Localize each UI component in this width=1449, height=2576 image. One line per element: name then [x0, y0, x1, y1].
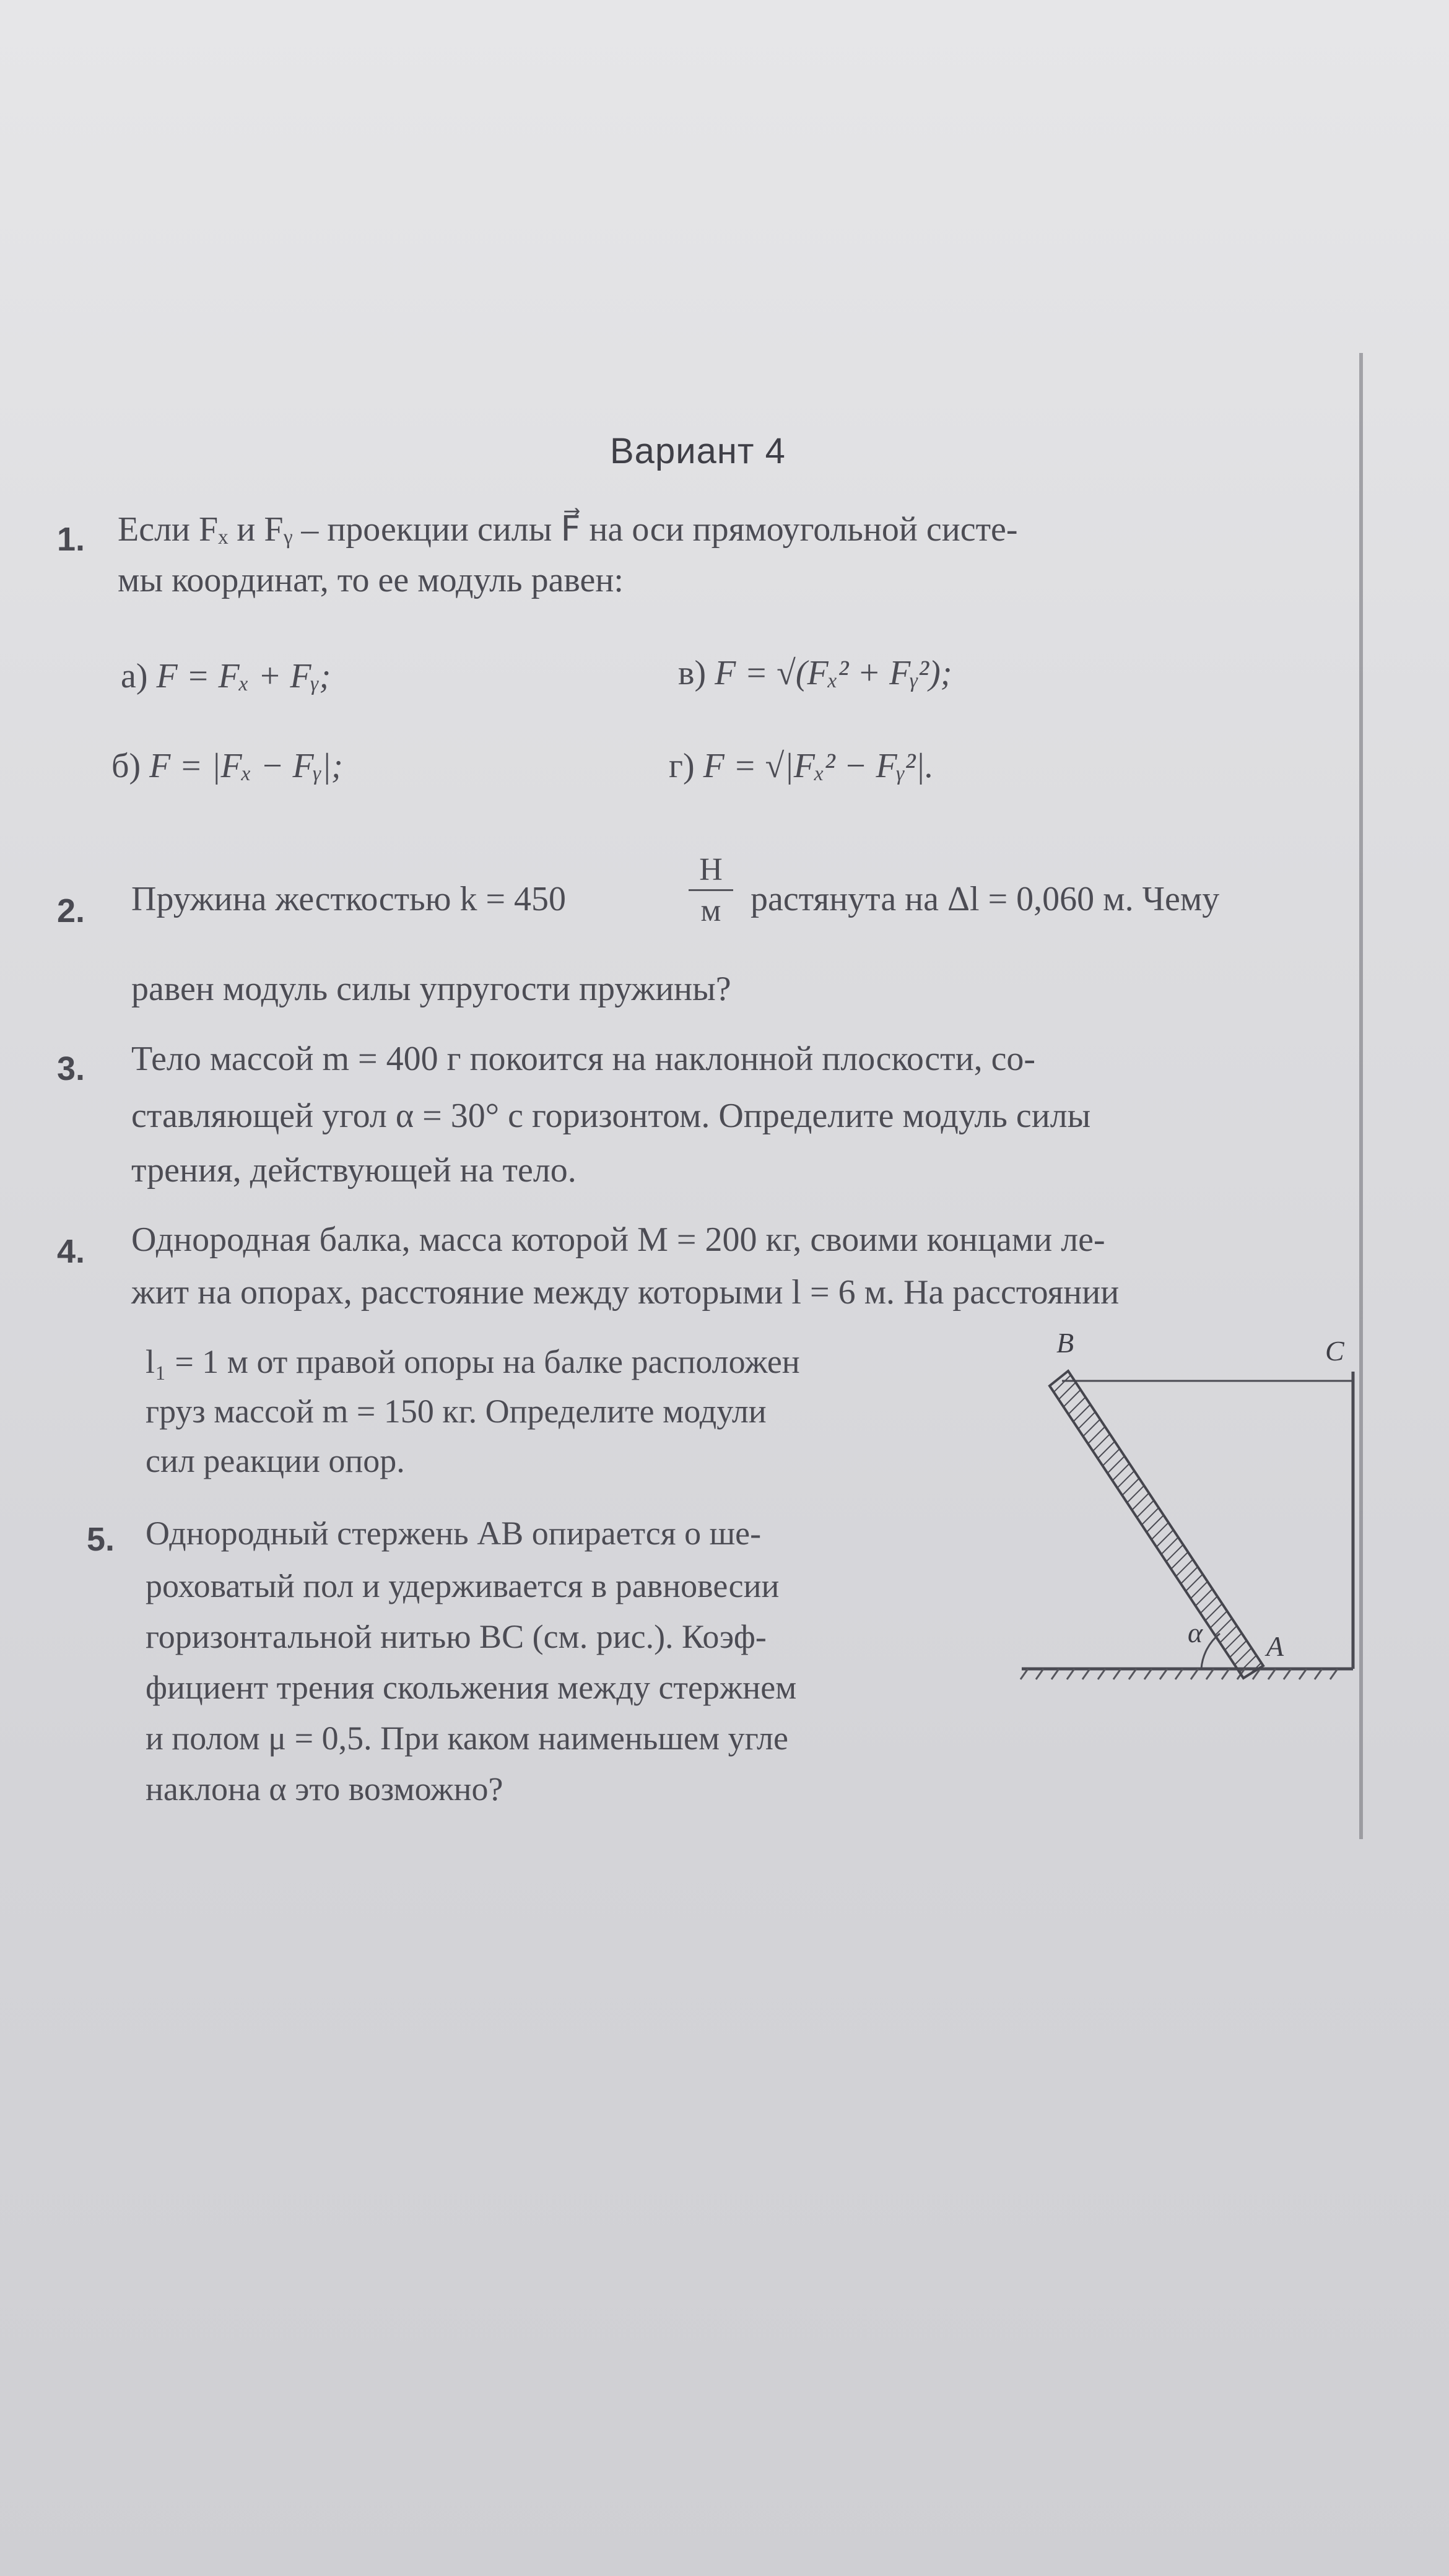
question-3-line-3: трения, действующей на тело. — [131, 1151, 577, 1190]
question-5-line-3: горизонтальной нитью BC (см. рис.). Коэф- — [146, 1618, 767, 1655]
question-5-line-4: фициент трения скольжения между стержнем — [146, 1669, 797, 1706]
option-a-formula: F = Fₓ + Fᵧ; — [156, 657, 331, 695]
question-1-line-1: Если Fₓ и Fᵧ – проекции силы F⃗ на оси прямоугольной систе- — [118, 510, 1018, 549]
question-1-line-2: мы координат, то ее модуль равен: — [118, 561, 624, 599]
question-2-line-2: равен модуль силы упругости пружины? — [131, 970, 731, 1008]
question-3-line-1: Тело массой m = 400 г покоится на наклонной плоскости, со- — [131, 1040, 1036, 1078]
question-4-line-3: l₁ = 1 м от правой опоры на балке расположен — [146, 1343, 800, 1380]
label-b: B — [1056, 1327, 1074, 1359]
question-5-line-6: наклона α это возможно? — [146, 1770, 503, 1808]
option-g-formula: F = √|Fₓ² − Fᵧ²|. — [703, 747, 934, 785]
question-5-number: 5. — [87, 1521, 115, 1558]
option-v-label: в) — [678, 654, 707, 692]
question-1-option-v — [678, 653, 952, 693]
rod-ab — [1050, 1371, 1263, 1678]
question-5-line-1: Однородный стержень AB опирается о ше- — [146, 1515, 762, 1552]
question-2-line-1b: растянута на Δl = 0,060 м. Чему — [751, 880, 1220, 918]
question-5-line-5: и полом μ = 0,5. При каком наименьшем угле — [146, 1720, 788, 1757]
question-2-number: 2. — [57, 892, 85, 929]
rod-figure — [1016, 1327, 1362, 1703]
question-2-line-1a: Пружина жесткостью k = 450 — [131, 880, 567, 918]
question-1-option-a — [121, 656, 331, 696]
question-3-line-2: ставляющей угол α = 30° с горизонтом. Определите модуль силы — [131, 1097, 1091, 1135]
option-v-formula: F = √(Fₓ² + Fᵧ²); — [715, 654, 952, 692]
option-b-label: б) — [111, 747, 141, 785]
question-4-number: 4. — [57, 1233, 85, 1270]
page-title: Вариант 4 — [610, 431, 786, 471]
option-g-label: г) — [669, 747, 695, 785]
question-5-line-2: роховатый пол и удерживается в равновесии — [146, 1567, 780, 1604]
fraction-bar — [689, 889, 733, 891]
question-4-line-2: жит на опорах, расстояние между которыми l = 6 м. На расстоянии — [131, 1273, 1120, 1312]
label-a: A — [1266, 1630, 1284, 1662]
question-4-line-4: груз массой m = 150 кг. Определите модули — [146, 1393, 767, 1430]
question-3-number: 3. — [57, 1050, 85, 1087]
unit-denominator: м — [700, 893, 721, 928]
question-2-unit-fraction — [689, 851, 733, 929]
question-1-option-g — [669, 746, 934, 786]
question-1-option-b — [111, 746, 343, 786]
question-1-number: 1. — [57, 521, 85, 558]
label-c: C — [1325, 1335, 1344, 1367]
floor-hatching — [1020, 1669, 1338, 1679]
question-4-line-1: Однородная балка, масса которой M = 200 кг, своими концами ле- — [131, 1221, 1105, 1259]
label-alpha: α — [1188, 1617, 1203, 1648]
option-a-label: а) — [121, 657, 148, 695]
unit-numerator: Н — [699, 852, 723, 887]
question-4-line-5: сил реакции опор. — [146, 1442, 405, 1479]
option-b-formula: F = |Fₓ − Fᵧ|; — [149, 747, 343, 785]
